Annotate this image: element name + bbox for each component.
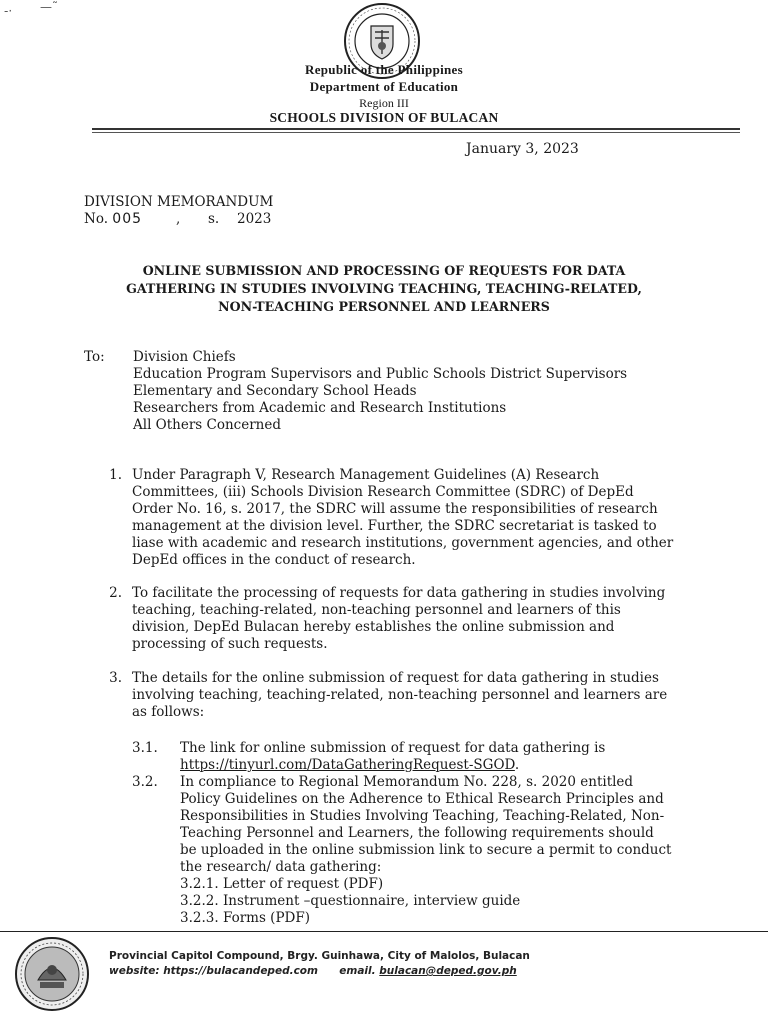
paragraph-line: management at the division level. Further, the SDRC secretariat is tasked to: [132, 518, 657, 534]
requirement-number: 3.2.1.: [180, 876, 219, 892]
email-label: email.: [339, 965, 376, 977]
paragraph-line: DepEd offices in the conduct of research.: [132, 552, 416, 568]
division-heading: SCHOOLS DIVISION OF BULACAN: [269, 110, 499, 125]
recipient: Researchers from Academic and Research Institutions: [133, 400, 507, 416]
memo-title: [80, 262, 688, 316]
to-label: To:: [84, 349, 105, 365]
submission-link[interactable]: https://tinyurl.com/DataGatheringRequest-SGOD: [180, 757, 515, 773]
recipient: All Others Concerned: [133, 417, 282, 433]
requirement-text: Forms (PDF): [222, 910, 310, 926]
sub-item-3-2: [180, 774, 685, 876]
sub-item-line: In compliance to Regional Memorandum No. 228, s. 2020 entitled: [180, 774, 634, 790]
sub-item-line: The link for online submission of request for data gathering is: [180, 740, 606, 756]
memo-title-line: NON-TEACHING PERSONNEL AND LEARNERS: [218, 299, 550, 314]
memo-series-label: s.: [208, 211, 220, 227]
memo-series-year: 2023: [237, 211, 272, 227]
paragraph-line: Under Paragraph V, Research Management Guidelines (A) Research: [132, 467, 600, 483]
paragraph-3: [132, 670, 685, 721]
requirement-text: Instrument –questionnaire, interview guide: [222, 893, 521, 909]
paragraph-line: Committees, (iii) Schools Division Research Committee (SDRC) of DepEd: [132, 484, 634, 500]
sub-item-line: Policy Guidelines on the Adherence to Ethical Research Principles and: [180, 791, 664, 807]
memo-no-label: No.: [84, 211, 108, 227]
header-rule-thin: [92, 132, 740, 133]
website-link[interactable]: https://bulacandeped.com: [163, 965, 318, 977]
sub-item-number: 3.2.: [132, 774, 158, 790]
footer-contacts: [109, 965, 517, 977]
recipient: Division Chiefs: [133, 349, 236, 365]
republic-heading: Republic of the Philippines: [305, 62, 463, 77]
department-heading: Department of Education: [309, 79, 459, 94]
requirement-item: [180, 893, 520, 910]
scan-mark-mid: —˜: [40, 0, 58, 14]
footer-address: Provincial Capitol Compound, Brgy. Guinhawa, City of Malolos, Bulacan: [109, 950, 530, 962]
paragraph-number: 2.: [109, 585, 122, 601]
memo-title-line: GATHERING IN STUDIES INVOLVING TEACHING, TEACHING-RELATED,: [126, 281, 642, 296]
division-seal-icon: [14, 936, 90, 1012]
submission-link-line: [180, 757, 685, 774]
recipient: Education Program Supervisors and Public Schools District Supervisors: [133, 366, 628, 382]
paragraph-2: [132, 585, 685, 653]
recipient: Elementary and Secondary School Heads: [133, 383, 417, 399]
memo-date: January 3, 2023: [466, 141, 579, 157]
paragraph-line: Order No. 16, s. 2017, the SDRC will assume the responsibilities of research: [132, 501, 658, 517]
sub-item-line: Teaching Personnel and Learners, the following requirements should: [180, 825, 654, 841]
region-heading: Region III: [359, 96, 409, 110]
requirement-text: Letter of request (PDF): [222, 876, 384, 892]
paragraph-number: 3.: [109, 670, 122, 686]
paragraph-line: The details for the online submission of request for data gathering in studies: [132, 670, 659, 686]
sub-item-line: the research/ data gathering:: [180, 859, 382, 875]
to-recipients: [133, 349, 627, 434]
memo-series-sep: ,: [176, 211, 181, 227]
memo-number-line: [84, 211, 142, 228]
scan-mark-left: -·: [4, 4, 13, 18]
paragraph-line: processing of such requests.: [132, 636, 328, 652]
requirement-number: 3.2.2.: [180, 893, 219, 909]
sub-item-line: Responsibilities in Studies Involving Teaching, Teaching-Related, Non-: [180, 808, 665, 824]
paragraph-line: To facilitate the processing of requests for data gathering in studies involving: [132, 585, 666, 601]
paragraph-number: 1.: [109, 467, 122, 483]
paragraph-line: liase with academic and research institutions, government agencies, and other: [132, 535, 674, 551]
requirement-number: 3.2.3.: [180, 910, 219, 926]
sub-item-line: be uploaded in the online submission link to secure a permit to conduct: [180, 842, 672, 858]
memo-type: DIVISION MEMORANDUM: [84, 194, 274, 210]
sub-item-number: 3.1.: [132, 740, 158, 756]
paragraph-line: division, DepEd Bulacan hereby establishes the online submission and: [132, 619, 615, 635]
link-tail: .: [514, 757, 520, 773]
paragraph-line: as follows:: [132, 704, 205, 720]
memo-no-value: 005: [112, 211, 143, 227]
header-rule: [92, 128, 740, 130]
email-link[interactable]: bulacan@deped.gov.ph: [379, 965, 517, 977]
requirements-list: [180, 876, 520, 927]
requirement-item: [180, 910, 520, 927]
paragraph-1: [132, 467, 685, 569]
requirement-item: [180, 876, 520, 893]
footer-rule: [0, 931, 768, 932]
paragraph-line: teaching, teaching-related, non-teaching personnel and learners of this: [132, 602, 621, 618]
sub-item-3-1: [180, 740, 685, 774]
website-label: website:: [109, 965, 160, 977]
paragraph-line: involving teaching, teaching-related, non-teaching personnel and learners are: [132, 687, 668, 703]
memo-title-line: ONLINE SUBMISSION AND PROCESSING OF REQUESTS FOR DATA: [142, 263, 626, 278]
